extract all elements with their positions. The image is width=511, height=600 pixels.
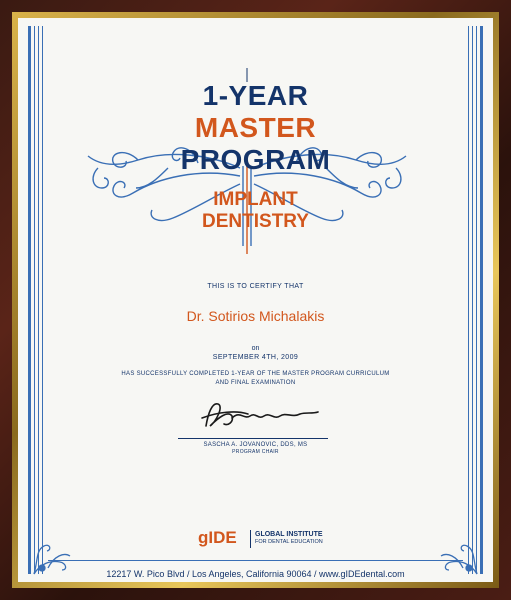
footer-rule [48,560,463,561]
subject-line-1: IMPLANT [213,189,298,210]
certify-text: THIS IS TO CERTIFY THAT [207,283,304,290]
on-text: on [251,345,260,352]
certificate-paper [18,18,493,582]
signatory-title: PROGRAM CHAIR [232,449,279,455]
gide-logo [198,528,348,550]
subject-line-2: DENTISTRY [202,211,309,232]
logo-text-line-2: FOR DENTAL EDUCATION [255,539,323,545]
heading-line-2: MASTER [194,112,317,143]
corner-ornament-left [30,538,80,578]
completion-line-1: HAS SUCCESSFULLY COMPLETED 1-YEAR OF THE MASTER PROGRAM CURRICULUM [121,371,390,377]
heading-line-3: PROGRAM [180,144,331,175]
corner-ornament-right [431,538,481,578]
logo-mark: gIDE [198,528,237,547]
certificate-date: SEPTEMBER 4TH, 2009 [212,354,299,361]
signature-line [178,438,328,439]
heading-line-1: 1-YEAR [202,80,309,111]
logo-divider [250,530,251,548]
signatory-name: SASCHA A. JOVANOVIC, DDS, MS [203,442,308,448]
completion-line-2: AND FINAL EXAMINATION [215,380,296,386]
address-line: 12217 W. Pico Blvd / Los Angeles, California 90064 / www.gIDEdental.com [106,569,405,579]
recipient-name: Dr. Sotirios Michalakis [186,308,325,324]
logo-text-line-1: GLOBAL INSTITUTE [255,531,323,538]
signature [188,396,328,436]
